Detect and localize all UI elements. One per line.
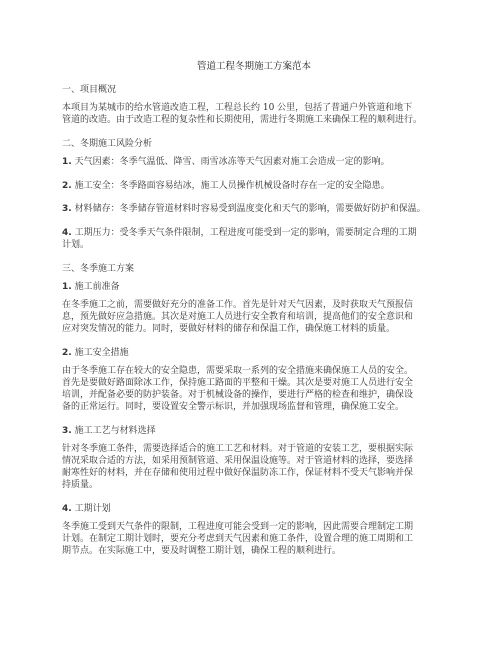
risk-item-text: 天气因素：冬季气温低、降雪、雨雪冰冻等天气因素对施工会造成一定的影响。 [74,157,390,167]
paragraph-line: 由于冬季施工存在较大的安全隐患，需要采取一系列的安全措施来确保施工人员的安全。 [62,366,414,376]
subsection-number: 3. [62,426,72,436]
paragraph-line: 培训，并配备必要的防护装备。对于机械设备的操作，要进行严格的检查和维护，确保设 [62,390,414,400]
subsection-title: 工期计划 [74,504,111,514]
subsection-title: 施工前准备 [74,282,120,292]
subsection-title: 施工工艺与材料选择 [74,426,156,436]
section-heading-overview: 一、项目概况 [62,85,117,95]
risk-item [62,227,417,239]
subsection-heading-preparation [62,281,120,293]
paragraph-line: 持质量。 [62,480,99,490]
document-title: 管道工程冬期施工方案范本 [196,61,311,72]
paragraph-line: 冬季施工受到天气条件的限制，工程进度可能会受到一定的影响，因此需要合理制定工期 [62,522,414,532]
subsection-number: 2. [62,348,72,358]
paragraph-line: 首先是要做好路面除冰工作，保持施工路面的平整和干燥。其次是要对施工人员进行安全 [62,378,414,388]
paragraph-line: 期节点。在实际施工中，要及时调整工期计划，确保工程的顺利进行。 [62,546,342,556]
paragraph-line: 备的正常运行。同时，要设置安全警示标识，并加强现场监督和管理，确保施工安全。 [62,402,405,412]
risk-item-number: 4. [62,228,72,238]
subsection-number: 4. [62,504,72,514]
risk-item-number: 2. [62,181,72,191]
paragraph-line: 息，预先做好应急措施。其次是对施工人员进行安全教育和培训，提高他们的安全意识和 [62,312,414,322]
risk-item-number: 3. [62,204,72,214]
section-heading-winter-plan: 三、冬季施工方案 [62,264,135,274]
subsection-heading-schedule [62,503,111,515]
subsection-heading-process-materials [62,425,156,437]
subsection-heading-safety [62,347,129,359]
risk-item-text: 工期压力：受冬季天气条件限制，工程进度可能受到一定的影响，需要制定合理的工期 [74,228,417,238]
paragraph-line: 本项目为某城市的给水管道改造工程，工程总长约 10 公里，包括了普通户外管道和地下 [62,103,413,113]
risk-item [62,203,426,215]
paragraph-line: 耐寒性好的材料，并在存储和使用过程中做好保温防冻工作，保证材料不受天气影响并保 [62,468,414,478]
risk-item [62,156,390,168]
risk-item-text: 施工安全：冬季路面容易结冰，施工人员操作机械设备时存在一定的安全隐患。 [74,181,390,191]
risk-item [62,180,390,192]
risk-item-continuation: 计划。 [62,240,90,250]
risk-item-text: 材料储存：冬季储存管道材料时容易受到温度变化和天气的影响，需要做好防护和保温。 [74,204,426,214]
paragraph-line: 管道的改造。由于改造工程的复杂性和长期使用，需进行冬期施工来确保工程的顺利进行。 [62,115,423,125]
paragraph-line: 应对突发情况的能力。同时，要做好材料的储存和保温工作，确保施工材料的质量。 [62,324,396,334]
subsection-number: 1. [62,282,72,292]
subsection-title: 施工安全措施 [74,348,129,358]
section-heading-risk-analysis: 二、冬期施工风险分析 [62,139,153,149]
paragraph-line: 在冬季施工之前，需要做好充分的准备工作。首先是针对天气因素，及时获取天气预报信 [62,300,414,310]
paragraph-line: 情况采取合适的方法，如采用预制管道、采用保温设施等。对于管道材料的选择，要选择 [62,456,414,466]
paragraph-line: 计划。在制定工期计划时，要充分考虑到天气因素和施工条件，设置合理的施工周期和工 [62,534,414,544]
risk-item-number: 1. [62,157,72,167]
paragraph-line: 针对冬季施工条件，需要选择适合的施工工艺和材料。对于管道的安装工艺，要根据实际 [62,444,414,454]
